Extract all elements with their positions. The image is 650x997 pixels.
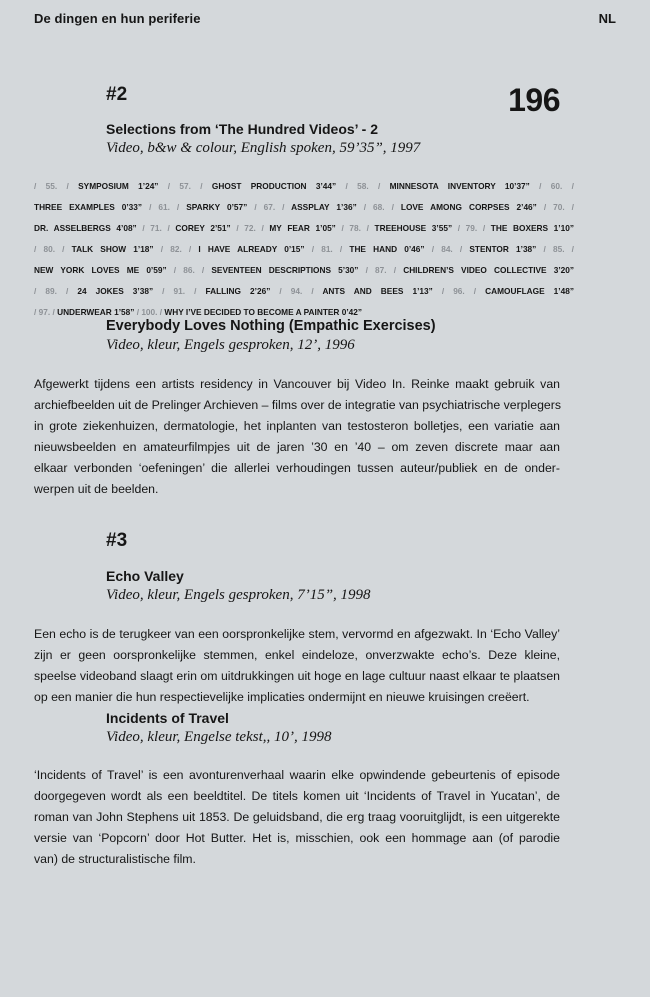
language-marker: NL xyxy=(598,11,616,26)
page-number: 196 xyxy=(508,82,560,118)
body-text-line: doorgegeven wordt als een beeldtitel. De titels komen uit ‘Incidents of Travel in Yucatan’, de xyxy=(34,789,560,803)
track-title: THREE EXAMPLES 0’33” xyxy=(34,202,143,212)
track-number: / 60. / xyxy=(539,181,574,191)
work-subtitle-everybody-loves-nothing: Video, kleur, Engels gesproken, 12’, 1996 xyxy=(106,337,355,353)
track-number: / 97. / xyxy=(34,307,55,317)
tracklist-line xyxy=(34,260,574,281)
track-title: UNDERWEAR 1’58” xyxy=(57,307,135,317)
track-number: / 71. / xyxy=(142,223,170,233)
track-number: / 82. / xyxy=(160,244,192,254)
track-title: TALK SHOW 1’18” xyxy=(71,244,154,254)
body-text-line: Een echo is de terugkeer van een oorspronkelijke stem, vervormd en afgezwakt. In ‘Echo Valley’ xyxy=(34,627,560,641)
body-text-line: ‘Incidents of Travel’ is een avonturenverhaal waarin elke opwindende gebeurtenis of episode xyxy=(34,768,560,782)
tracklist-line xyxy=(34,176,574,197)
track-number: / 86. / xyxy=(173,265,205,275)
body-text-line: nieuwsbeelden en amateurfilmpjes uit de jaren ’30 en ’40 – om zeven discrete maar aan xyxy=(34,440,560,454)
track-number: / 72. / xyxy=(236,223,264,233)
body-text-line: Afgewerkt tijdens een artists residency in Vancouver bij Video In. Reinke maakt gebruik van xyxy=(34,377,560,391)
track-number: / 61. / xyxy=(149,202,180,212)
work-subtitle-incidents-of-travel: Video, kleur, Engelse tekst,, 10’, 1998 xyxy=(106,729,332,745)
description-echo-valley xyxy=(34,624,560,708)
description-incidents-of-travel xyxy=(34,765,560,870)
track-title: CHILDREN’S VIDEO COLLECTIVE 3’20” xyxy=(403,265,575,275)
body-text-line: archiefbeelden uit de Prelinger Archieven – films over de integratie van psychiatrische verplegers xyxy=(34,398,562,412)
running-title: De dingen en hun periferie xyxy=(34,11,201,26)
track-title: MY FEAR 1’05” xyxy=(269,223,336,233)
track-title: 24 JOKES 3’38” xyxy=(77,286,154,296)
track-title: I HAVE ALREADY 0’15” xyxy=(198,244,305,254)
work-title-incidents-of-travel: Incidents of Travel xyxy=(106,710,229,726)
track-title: TREEHOUSE 3’55” xyxy=(374,223,453,233)
track-title: THE HAND 0’46” xyxy=(349,244,425,254)
tracklist-line xyxy=(34,218,574,239)
track-number: / 80. / xyxy=(34,244,65,254)
track-number: / 78. / xyxy=(341,223,369,233)
work-title-everybody-loves-nothing: Everybody Loves Nothing (Empathic Exercises) xyxy=(106,318,436,334)
body-text-line: versie van ‘Popcorn’ door Hot Butter. Het is, misschien, ook een hommage aan (of parodie xyxy=(34,831,560,845)
track-number: / 55. / xyxy=(34,181,69,191)
track-number: / 70. / xyxy=(543,202,574,212)
track-title: NEW YORK LOVES ME 0’59” xyxy=(34,265,167,275)
track-title: FALLING 2’26” xyxy=(205,286,271,296)
body-text-line: werpen uit de beelden. xyxy=(34,482,159,496)
work-subtitle-echo-valley: Video, kleur, Engels gesproken, 7’15”, 1998 xyxy=(106,587,371,603)
tracklist-line xyxy=(34,281,574,302)
body-text-line: elkaar verbonden ‘oefeningen’ die allerlei verhoudingen tussen auteur/publiek en de onder- xyxy=(34,461,560,475)
track-title: SEVENTEEN DESCRIPTIONS 5’30” xyxy=(211,265,359,275)
track-title: GHOST PRODUCTION 3’44” xyxy=(211,181,337,191)
body-text-line: in grote ziekenhuizen, dermatologie, het inplanten van testosteron bolletjes, een variatie aan xyxy=(34,419,560,433)
track-title: THE BOXERS 1’10” xyxy=(490,223,574,233)
track-number: / 67. / xyxy=(254,202,285,212)
track-title: STENTOR 1’38” xyxy=(469,244,537,254)
track-number: / 68. / xyxy=(363,202,394,212)
work-title-echo-valley: Echo Valley xyxy=(106,568,184,584)
track-title: CAMOUFLAGE 1’48” xyxy=(485,286,574,296)
section-number-3: #3 xyxy=(106,530,128,551)
track-number: / 85. / xyxy=(543,244,574,254)
track-title: ASSPLAY 1’36” xyxy=(291,202,357,212)
track-number: / 100. / xyxy=(136,307,163,317)
tracklist-line xyxy=(34,197,574,218)
track-title: LOVE AMONG CORPSES 2’46” xyxy=(400,202,537,212)
track-number: / 89. / xyxy=(34,286,69,296)
work-title-hundred-videos: Selections from ‘The Hundred Videos’ - 2 xyxy=(106,121,379,137)
track-title: SYMPOSIUM 1’24” xyxy=(78,181,159,191)
tracklist xyxy=(34,176,574,323)
track-number: / 84. / xyxy=(431,244,463,254)
body-text-line: van) de structuralistische film. xyxy=(34,852,196,866)
body-text-line: roman van John Stephens uit 1853. De geluidsband, die erg traag vooruitglijdt, is een uitgerekte xyxy=(34,810,560,824)
track-number: / 94. / xyxy=(279,286,314,296)
work-subtitle-hundred-videos: Video, b&w & colour, English spoken, 59’35”, 1997 xyxy=(106,140,421,156)
body-text-line: op een manier die hun respectievelijke implicaties ondermijnt en nieuwe kruisingen creëert. xyxy=(34,690,530,704)
track-number: / 79. / xyxy=(457,223,486,233)
body-text-line: speelse videoband slaagt erin om uitdrukkingen uit hoge en lage cultuur naast elkaar te plaatsen xyxy=(34,669,560,683)
running-header xyxy=(34,11,616,31)
body-text-line: zijn er geen oorspronkelijke stemmen, enkel eindeloze, onverzwakte echo’s. Deze kleine, xyxy=(34,648,560,662)
track-title: SPARKY 0’57” xyxy=(186,202,248,212)
tracklist-line xyxy=(34,239,574,260)
track-title: WHY I’VE DECIDED TO BECOME A PAINTER 0’42” xyxy=(164,307,363,317)
track-number: / 81. / xyxy=(311,244,343,254)
track-number: / 91. / xyxy=(162,286,197,296)
description-everybody-loves-nothing xyxy=(34,374,560,500)
track-title: MINNESOTA INVENTORY 10’37” xyxy=(389,181,530,191)
track-title: DR. ASSELBERGS 4’08” xyxy=(34,223,137,233)
track-title: ANTS AND BEES 1’13” xyxy=(322,286,433,296)
track-number: / 96. / xyxy=(441,286,477,296)
section-number-2: #2 xyxy=(106,84,128,105)
track-number: / 87. / xyxy=(365,265,397,275)
track-number: / 58. / xyxy=(345,181,381,191)
track-title: COREY 2’51” xyxy=(175,223,231,233)
track-number: / 57. / xyxy=(167,181,203,191)
